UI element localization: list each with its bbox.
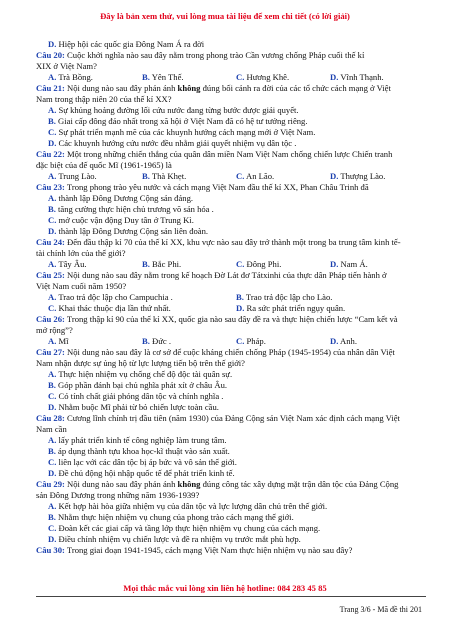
option-text: Hiệp hội các quốc gia Đông Nam Á ra đời xyxy=(56,39,205,49)
question-label: Câu 28: xyxy=(36,413,65,423)
q22-stem-cont: đặc biệt của đế quốc Mĩ (1961-1965) là xyxy=(36,160,172,170)
q25-options-row1 xyxy=(36,292,426,303)
q23-option-d: D. thành lập Đông Dương Cộng sản liên đoàn. xyxy=(48,226,209,236)
option-label: D. xyxy=(48,39,57,49)
question-label: Câu 23: xyxy=(36,182,65,192)
q20-stem-cont: XIX ở Việt Nam? xyxy=(36,61,97,71)
question-label: Câu 22: xyxy=(36,149,65,159)
q21-option-b: B. Giai cấp đông đảo nhất trong xã hội ở Việt Nam đã có hệ tư tưởng riêng. xyxy=(48,116,308,126)
q21-stem: Câu 21: Nội dung nào sau đây phản ánh không đúng bối cảnh ra đời của các tổ chức cách mạng ở Việt xyxy=(36,83,391,93)
q25-stem: Câu 25: Nội dung nào sau đây nằm trong kế hoạch Đờ Lát đơ Tátxinhi của thực dân Pháp tiến hành ở xyxy=(36,270,387,280)
q24-option-a: A. Tây Âu. xyxy=(48,259,87,269)
q28-option-d: D. Đề chủ động hội nhập quốc tế để phát triển kinh tế. xyxy=(48,468,235,478)
q23-option-c: C. mở cuộc vận động Duy tân ở Trung Kì. xyxy=(48,215,194,225)
q27-option-a: A. Thực hiện nhiệm vụ chống chế độ độc tài quân sự. xyxy=(48,369,233,379)
q29-stem-cont: sản Đông Dương trong những năm 1936-1939? xyxy=(36,490,200,500)
q21-option-a: A. Sự khủng hoảng đường lối cứu nước đang từng bước được giải quyết. xyxy=(48,105,299,115)
q23-option-b: B. tăng cường thực hiện chủ trương võ sản hóa . xyxy=(48,204,214,214)
q30-stem: Câu 30: Trong giai đoạn 1941-1945, cách mạng Việt Nam thực hiện nhiệm vụ nào sau đây? xyxy=(36,545,353,555)
q28-option-c: C. liên lạc với các dân tộc bị áp bức và vô sản thế giới. xyxy=(48,457,237,467)
q22-stem: Câu 22: Một trong những chiến thắng của quân dân miền Nam Việt Nam chống chiến lược Chiến tranh xyxy=(36,149,393,159)
q24-option-b: B. Bắc Phi. xyxy=(142,259,182,269)
q25-option-c: C. Khai thác thuộc địa lần thứ nhất. xyxy=(48,303,171,313)
q22-option-b: B. Thà Khẹt. xyxy=(142,171,187,181)
q29-option-a: A. Kết hợp hài hòa giữa nhiệm vụ của dân tộc và lực lượng dân chủ trên thế giới. xyxy=(48,501,328,511)
q27-stem-cont: Nam nhận được sự ủng hộ từ lực lượng tiến bộ trên thế giới? xyxy=(36,358,245,368)
question-label: Câu 26: xyxy=(36,314,65,324)
q21-option-c: C. Sự phát triển mạnh mẽ của các khuynh hướng cách mạng mới ở Việt Nam. xyxy=(48,127,316,137)
q26-option-a: A. Mĩ xyxy=(48,336,69,346)
question-label: Câu 29: xyxy=(36,479,65,489)
q20-option-b: B. Yên Thế. xyxy=(142,72,184,82)
q27-option-d: D. Nhằm buộc Mĩ phải từ bỏ chiến lược toàn cầu. xyxy=(48,402,219,412)
q24-options xyxy=(36,259,426,270)
page-footer: Trang 3/6 - Mã đề thi 201 xyxy=(339,605,422,614)
q28-stem-cont: Nam cần xyxy=(36,424,67,434)
q27-option-c: C. Có tính chất giải phóng dân tộc và chính nghĩa . xyxy=(48,391,224,401)
q26-option-c: C. Pháp. xyxy=(236,336,266,346)
q23-option-a: A. thành lập Đông Dương Cộng sản đảng. xyxy=(48,193,194,203)
q29-option-b: B. Nhằm thực hiện nhiệm vụ chung của phong trào cách mạng thế giới. xyxy=(48,512,294,522)
q29-option-d: D. Điều chỉnh nhiệm vụ chiến lược và đề ra nhiệm vụ trước mắt phù hợp. xyxy=(48,534,301,544)
q24-stem-cont: tài chính lớn của thế giới? xyxy=(36,248,126,258)
q28-option-b: B. áp dụng thành tựu khoa học-kĩ thuật vào sản xuất. xyxy=(48,446,230,456)
q26-stem-cont: mở rộng”? xyxy=(36,325,73,335)
q24-option-d: D. Nam Á. xyxy=(330,259,368,269)
q24-option-c: C. Đông Phi. xyxy=(236,259,282,269)
question-label: Câu 24: xyxy=(36,237,65,247)
q27-option-b: B. Góp phần đánh bại chủ nghĩa phát xít ở châu Âu. xyxy=(48,380,228,390)
hotline-banner: Mọi thắc mắc vui lòng xin liên hệ hotline: 084 283 45 85 xyxy=(123,583,327,593)
q26-option-d: D. Anh. xyxy=(330,336,357,346)
question-list xyxy=(36,39,426,556)
q20-options xyxy=(36,72,426,83)
question-label: Câu 20: xyxy=(36,50,65,60)
q25-stem-cont: Việt Nam cuối năm 1950? xyxy=(36,281,127,291)
q28-option-a: A. lấy phát triển kinh tế công nghiệp làm trung tâm. xyxy=(48,435,227,445)
q22-options xyxy=(36,171,426,182)
q25-option-a: A. Trao trả độc lập cho Campuchia . xyxy=(48,292,173,302)
q24-stem: Câu 24: Đến đầu thập kỉ 70 của thế kỉ XX, khu vực nào sau đây trở thành một trong ba trung tâm kinh tế- xyxy=(36,237,401,247)
question-text: Cuộc khởi nghĩa nào sau đây nằm trong phong trào Cần vương chống Pháp cuối thế kỉ xyxy=(64,50,365,60)
q22-option-a: A. Trung Lào. xyxy=(48,171,97,181)
footer-divider xyxy=(36,596,426,597)
q26-options xyxy=(36,336,426,347)
q23-stem: Câu 23: Trong phong trào yêu nước và cách mạng Việt Nam đầu thế kỉ XX, Phan Châu Trinh đã xyxy=(36,182,369,192)
question-label: Câu 27: xyxy=(36,347,65,357)
question-label: Câu 21: xyxy=(36,83,65,93)
q27-stem: Câu 27: Nội dung nào sau đây là cơ sở để cuộc kháng chiến chống Pháp (1945-1954) của nhân dân Việt xyxy=(36,347,395,357)
q21-stem-cont: Nam trong thập niên 20 của thế kỉ XX? xyxy=(36,94,172,104)
q20-option-c: C. Hương Khê. xyxy=(236,72,290,82)
q25-option-d: D. Ra sức phát triển ngụy quân. xyxy=(236,303,346,313)
q26-stem: Câu 26: Trong thập kỉ 90 của thế kỉ XX, quốc gia nào sau đây đề ra và thực hiện chiến lược “Cam kết và xyxy=(36,314,398,324)
q20-stem xyxy=(36,50,426,61)
q29-stem: Câu 29: Nội dung nào sau đây phản ánh không đúng công tác xây dựng mặt trận dân tộc của Đảng Cộng xyxy=(36,479,399,489)
q25-options-row2 xyxy=(36,303,426,314)
emphasis-word: không xyxy=(177,83,201,93)
q19-option-d xyxy=(36,39,426,50)
emphasis-word: không xyxy=(177,479,201,489)
q21-option-d: D. Các khuynh hướng cứu nước đều nhằm giải quyết nhiệm vụ dân tộc . xyxy=(48,138,297,148)
q25-option-b: B. Trao trả độc lập cho Lào. xyxy=(236,292,333,302)
question-label: Câu 25: xyxy=(36,270,65,280)
q20-option-a: A. Trà Bồng. xyxy=(48,72,93,82)
preview-notice-banner: Đây là bản xem thử, vui lòng mua tài liệu để xem chi tiết (có lời giải) xyxy=(100,11,350,21)
q22-option-c: C. An Lão. xyxy=(236,171,275,181)
question-label: Câu 30: xyxy=(36,545,65,555)
q28-stem: Câu 28: Cương lĩnh chính trị đầu tiên (năm 1930) của Đảng Cộng sản Việt Nam xác định cách mạng Việt xyxy=(36,413,400,423)
q26-option-b: B. Đức . xyxy=(142,336,172,346)
q20-option-d: D. Vĩnh Thạnh. xyxy=(330,72,384,82)
q29-option-c: C. Đoàn kết các giai cấp và tầng lớp thực hiện nhiệm vụ chung của cách mạng. xyxy=(48,523,321,533)
q22-option-d: D. Thượng Lào. xyxy=(330,171,386,181)
